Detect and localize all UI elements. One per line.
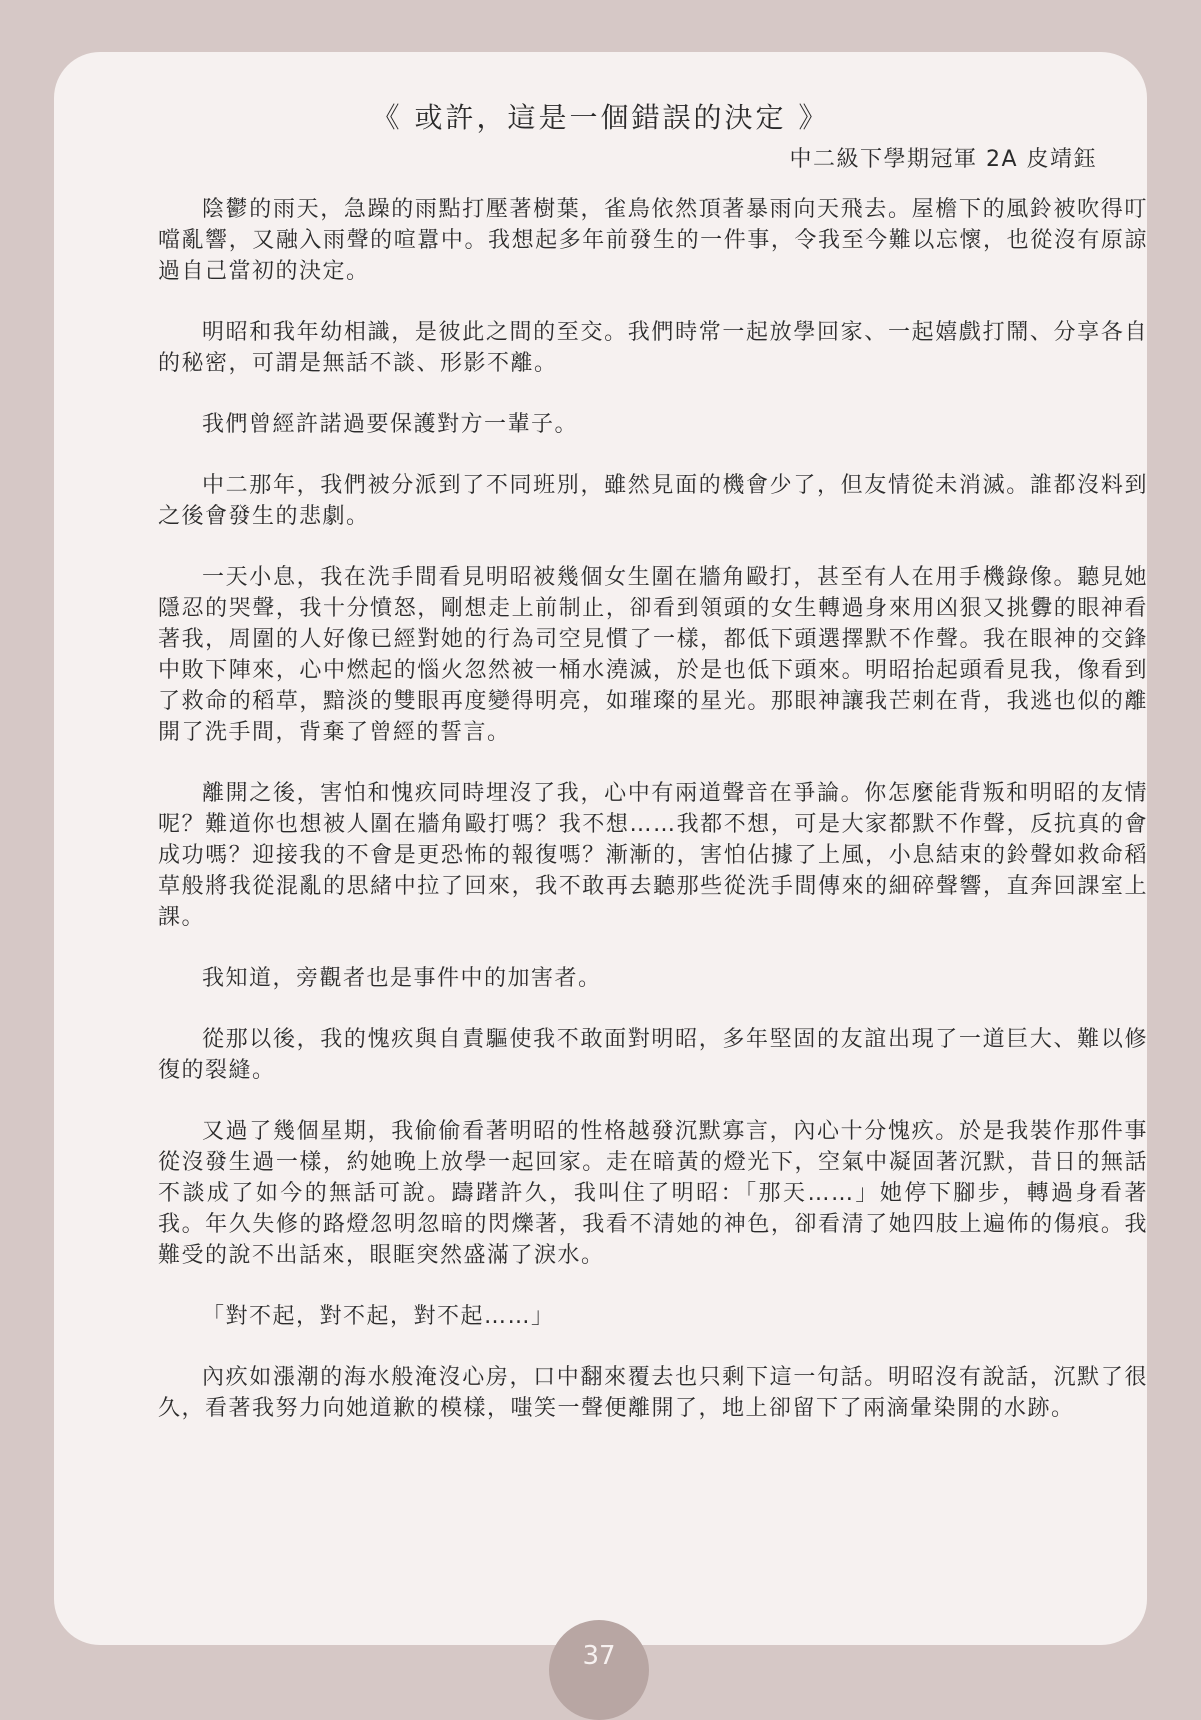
paragraph: 我知道，旁觀者也是事件中的加害者。 [202, 966, 602, 991]
paragraph: 明昭和我年幼相識，是彼此之間的至交。我們時常一起放學回家、一起嬉戲打鬧、分享各自的秘密，可謂是無話不談、形影不離。 [158, 320, 1148, 376]
article-title: 《 或許，這是一個錯誤的決定 》 [371, 101, 830, 134]
author-byline: 中二級下學期冠軍 2A 皮靖鈺 [789, 147, 1097, 172]
paragraph: 我們曾經許諾過要保護對方一輩子。 [202, 412, 579, 437]
page-card [54, 52, 1147, 1645]
paragraph: 一天小息，我在洗手間看見明昭被幾個女生圍在牆角毆打，甚至有人在用手機錄像。聽見她隱忍的哭聲，我十分憤怒，剛想走上前制止，卻看到領頭的女生轉過身來用凶狠又挑釁的眼神看著我，周圍的人好像已經對她的行為司空見慣了一樣，都低下頭選擇默不作聲。我在眼神的交鋒中敗下陣來，心中燃起的惱火忽然被一桶水澆滅，於是也低下頭來。明昭抬起頭看見我，像看到了救命的稻草，黯淡的雙眼再度變得明亮，如璀璨的星光。那眼神讓我芒刺在背，我逃也似的離開了洗手間，背棄了曾經的誓言。 [158, 565, 1148, 745]
paragraph: 陰鬱的雨天，急躁的雨點打壓著樹葉，雀鳥依然頂著暴雨向天飛去。屋檐下的風鈴被吹得叮噹亂響，又融入雨聲的喧囂中。我想起多年前發生的一件事，令我至今難以忘懷，也從沒有原諒過自己當初的決定。 [158, 197, 1148, 284]
paragraph: 內疚如漲潮的海水般淹沒心房，口中翻來覆去也只剩下這一句話。明昭沒有說話，沉默了很久，看著我努力向她道歉的模樣，嗤笑一聲便離開了，地上卻留下了兩滴暈染開的水跡。 [158, 1365, 1148, 1421]
paragraph: 又過了幾個星期，我偷偷看著明昭的性格越發沉默寡言，內心十分愧疚。於是我裝作那件事從沒發生過一樣，約她晚上放學一起回家。走在暗黃的燈光下，空氣中凝固著沉默，昔日的無話不談成了如今的無話可說。躊躇許久，我叫住了明昭：「那天……」她停下腳步，轉過身看著我。年久失修的路燈忽明忽暗的閃爍著，我看不清她的神色，卻看清了她四肢上遍佈的傷痕。我難受的說不出話來，眼眶突然盛滿了淚水。 [158, 1119, 1148, 1268]
paragraph: 中二那年，我們被分派到了不同班別，雖然見面的機會少了，但友情從未消滅。誰都沒料到之後會發生的悲劇。 [158, 473, 1148, 529]
paragraph: 離開之後，害怕和愧疚同時埋沒了我，心中有兩道聲音在爭論。你怎麼能背叛和明昭的友情呢？難道你也想被人圍在牆角毆打嗎？我不想……我都不想，可是大家都默不作聲，反抗真的會成功嗎？迎接我的不會是更恐怖的報復嗎？漸漸的，害怕佔據了上風，小息結束的鈴聲如救命稻草般將我從混亂的思緒中拉了回來，我不敢再去聽那些從洗手間傳來的細碎聲響，直奔回課室上課。 [158, 781, 1148, 930]
paragraph: 從那以後，我的愧疚與自責驅使我不敢面對明昭，多年堅固的友誼出現了一道巨大、難以修復的裂縫。 [158, 1027, 1148, 1083]
paragraph: 「對不起，對不起，對不起……」 [202, 1304, 555, 1329]
article-body [158, 194, 1148, 1454]
page-number-badge: 37 [549, 1620, 649, 1720]
